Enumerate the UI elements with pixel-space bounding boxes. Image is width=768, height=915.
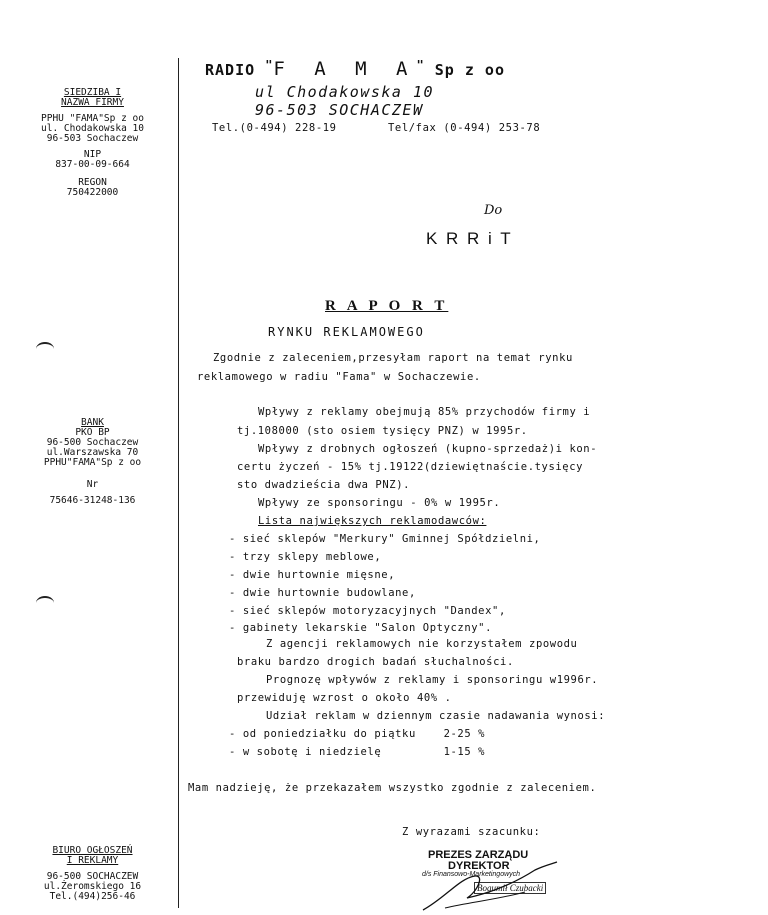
letterhead-title: RADIO "F A M A" Sp z oo [205, 58, 505, 80]
company-heading: SIEDZIBA I NAZWA FIRMY [61, 87, 124, 108]
paragraph-line: Wpływy z drobnych ogłoszeń (kupno-sprzedaż)i kon- [258, 443, 598, 455]
paragraph-line: Prognozę wpływów z reklamy i sponsoringu w1996r. [266, 674, 599, 686]
regon-block: REGON 750422000 [66, 177, 119, 198]
hole-punch-mark [36, 596, 54, 610]
hole-punch-mark [36, 342, 54, 356]
intro-line: Zgodnie z zaleceniem,przesyłam raport na temat rynku [213, 352, 573, 364]
regards: Z wyrazami szacunku: [402, 826, 541, 838]
letterhead-street: ul Chodakowska 10 [255, 83, 435, 101]
list-item: - dwie hurtownie budowlane, [229, 587, 416, 599]
letterhead-fax: Tel/fax (0-494) 253-78 [388, 122, 541, 134]
addressee-to: Do [484, 203, 503, 218]
paragraph-line: Wpływy z reklamy obejmują 85% przychodów firmy i [258, 406, 591, 418]
paragraph-line: certu życzeń - 15% tj.19122(dziewiętnaście.tysięcy [237, 461, 584, 473]
paragraph-line: braku bardzo drogich badań słuchalności. [237, 656, 514, 668]
list-item: - trzy sklepy meblowe, [229, 551, 382, 563]
letterhead-phone: Tel.(0-494) 228-19 [212, 122, 337, 134]
paragraph-line: Wpływy ze sponsoringu - 0% w 1995r. [258, 497, 501, 509]
list-heading: Lista największych reklamodawców: [258, 515, 487, 527]
list-item: - sieć sklepów "Merkury" Gminnej Spółdzielni, [229, 533, 541, 545]
bank-block: BANK PKO BP 96-500 Sochaczew ul.Warszawska 70 PPHU"FAMA"Sp z oo [43, 417, 142, 468]
airtime-weekday: - od poniedziałku do piątku 2-25 % [229, 728, 486, 740]
ads-office-address: 96-500 SOCHACZEW ul.Żeromskiego 16 Tel.(494)256-46 [43, 871, 142, 902]
ads-office-heading: BIURO OGŁOSZEŃ I REKLAMY [52, 845, 133, 866]
list-item: - dwie hurtownie mięsne, [229, 569, 396, 581]
intro-line: reklamowego w radiu "Fama" w Sochaczewie. [197, 371, 481, 383]
paragraph-line: tj.108000 (sto osiem tysięcy PNZ) w 1995r. [237, 425, 528, 437]
paragraph-line: Udział reklam w dziennym czasie nadawania wynosi: [266, 710, 606, 722]
paragraph-line: przewiduję wzrost o około 40% . [237, 692, 452, 704]
list-item: - sieć sklepów motoryzacyjnych "Dandex", [229, 605, 506, 617]
list-item: - gabinety lekarskie "Salon Optyczny". [229, 622, 493, 634]
company-address: PPHU "FAMA"Sp z oo ul. Chodakowska 10 96-503 Sochaczew [41, 113, 144, 144]
closing-line: Mam nadzieję, że przekazałem wszystko zgodnie z zaleceniem. [188, 782, 597, 794]
signature-title: DYREKTOR [448, 860, 510, 872]
signature-title: d/s Finansowo-Marketingowych [422, 871, 521, 878]
margin-rule [178, 58, 179, 908]
letterhead-city: 96-503 SOCHACZEW [255, 101, 424, 119]
paragraph-line: Z agencji reklamowych nie korzystałem zpowodu [266, 638, 578, 650]
account-block: Nr 75646-31248-136 [49, 479, 136, 506]
report-subtitle: RYNKU REKLAMOWEGO [268, 325, 425, 339]
handwritten-signature [415, 858, 565, 915]
paragraph-line: sto dwadzieścia dwa PNZ). [237, 479, 411, 491]
addressee-name: K R R i T [426, 229, 513, 248]
nip-block: NIP 837-00-09-664 [55, 149, 130, 170]
airtime-weekend: - w sobotę i niedzielę 1-15 % [229, 746, 486, 758]
signature-title: PREZES ZARZĄDU [428, 849, 529, 861]
signature-stamp-name: Bogumił Czubacki [474, 882, 546, 894]
report-title: R A P O R T [325, 298, 449, 314]
